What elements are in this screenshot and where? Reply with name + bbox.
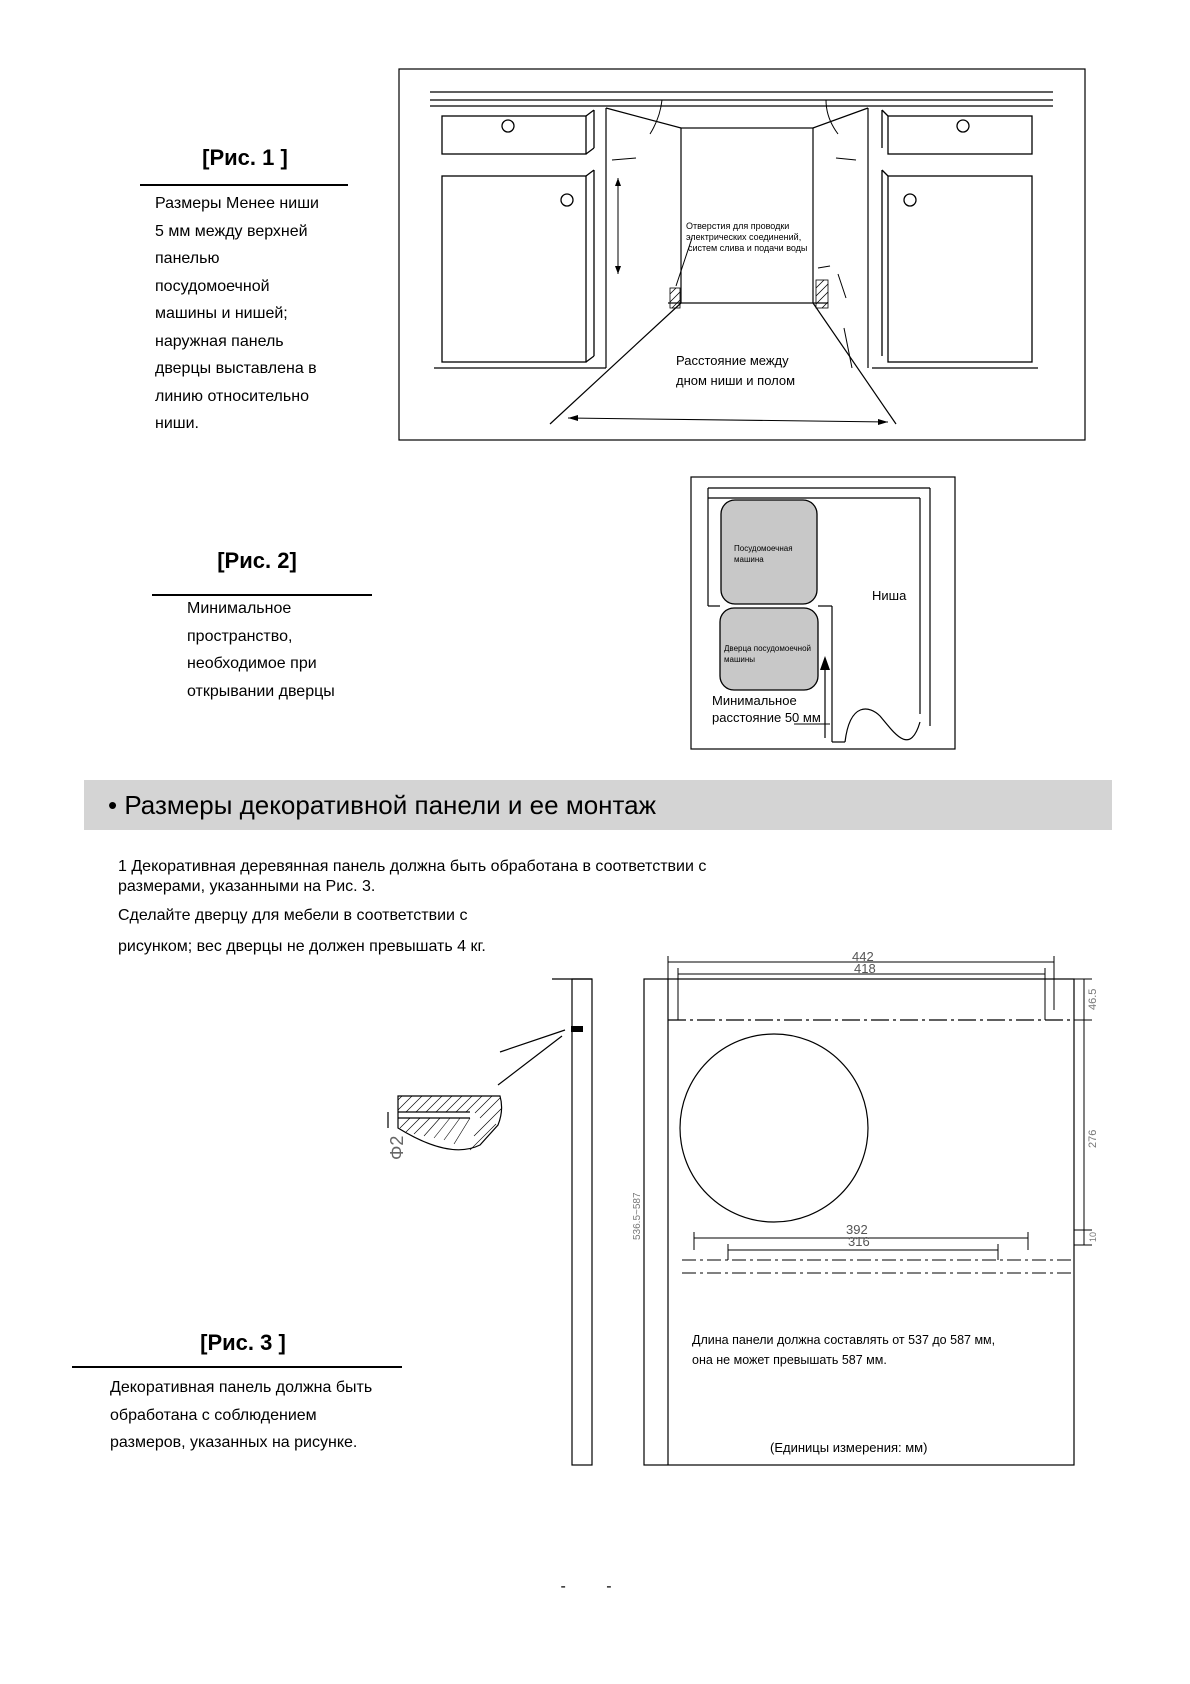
fig2-door-label: Дверца посудомоечной [724,644,811,653]
page-number: - - [560,1578,630,1595]
fig3-dim-392: 392 [846,1222,868,1237]
fig2-min-distance-label: расстояние 50 мм [712,710,821,725]
fig2-caption-line: пространство, [187,627,293,645]
section-paragraph: рисунком; вес дверцы не должен превышать 4 кг. [118,938,486,955]
fig2-dishwasher-label: машина [734,555,764,564]
fig1-caption-line: 5 мм между верхней [155,222,308,240]
fig2-caption [187,595,335,705]
section-paragraph: размерами, указанными на Рис. 3. [118,878,376,895]
fig3-caption-line: Декоративная панель должна быть [110,1379,373,1396]
fig1-caption-line: машины и нишей; [155,305,288,322]
section-paragraph: Сделайте дверцу для мебели в соответствии с [118,907,468,924]
fig1-title: [Рис. 1 ] [202,145,288,170]
fig2-min-distance-label: Минимальное [712,693,797,708]
fig3-dim-276: 276 [1087,1129,1099,1148]
section-title: • Размеры декоративной панели и ее монтаж [108,790,656,820]
fig2-niche-label: Ниша [872,588,907,603]
fig1-holes-label: систем слива и подачи воды [688,243,808,253]
fig1-caption [155,190,319,438]
fig3-dim-10: 10 [1088,1231,1098,1242]
fig2-caption-line: необходимое при [187,655,317,672]
fig3-dim-total: 536.5~587 [632,1192,643,1240]
fig1-caption-line: Размеры Менее ниши [155,195,319,212]
fig3-caption-line: обработана с соблюдением [110,1406,317,1424]
fig2-caption-line: открывании дверцы [187,682,335,700]
fig1-caption-line: линию относительно [155,387,309,405]
fig1-distance-label: Расстояние между [676,353,789,368]
fig1-caption-line: панелью [155,250,220,267]
section-paragraph: 1 Декоративная деревянная панель должна быть обработана в соответствии с [118,858,707,875]
fig3-caption-line: размеров, указанных на рисунке. [110,1434,358,1451]
fig1-caption-line: дверцы выставлена в [155,360,317,377]
fig2-door-label: машины [724,655,756,664]
fig3-dim-418: 418 [854,961,876,976]
fig1-holes-label: Отверстия для проводки [686,221,790,231]
fig3-dim-442: 442 [852,950,874,964]
fig3-note: она не может превышать 587 мм. [692,1353,887,1367]
fig3-caption [110,1374,372,1457]
units-label: (Единицы измерения: мм) [770,1440,928,1455]
fig1-caption-line: наружная панель [155,332,284,350]
fig1-diagram [398,68,1086,441]
fig3-hole-label: Φ2 [387,1135,407,1160]
fig2-dishwasher-label: Посудомоечная [734,544,793,553]
fig1-rule [140,184,348,186]
fig1-caption-line: ниши. [155,415,199,432]
fig3-note: Длина панели должна составлять от 537 до 587 мм, [692,1333,996,1347]
fig3-dim-46-5: 46.5 [1087,988,1099,1010]
fig2-diagram [690,476,956,750]
fig1-holes-label: электрических соединений, [686,232,802,242]
fig2-caption-line: Минимальное [187,600,292,617]
fig3-dim-316: 316 [848,1234,870,1249]
fig1-distance-label: дном ниши и полом [676,373,796,388]
fig3-title: [Рис. 3 ] [200,1330,286,1355]
fig2-title: [Рис. 2] [217,548,297,573]
fig3-rule [72,1366,402,1368]
fig3-diagram [340,950,1100,1470]
fig1-caption-line: посудомоечной [155,277,270,295]
